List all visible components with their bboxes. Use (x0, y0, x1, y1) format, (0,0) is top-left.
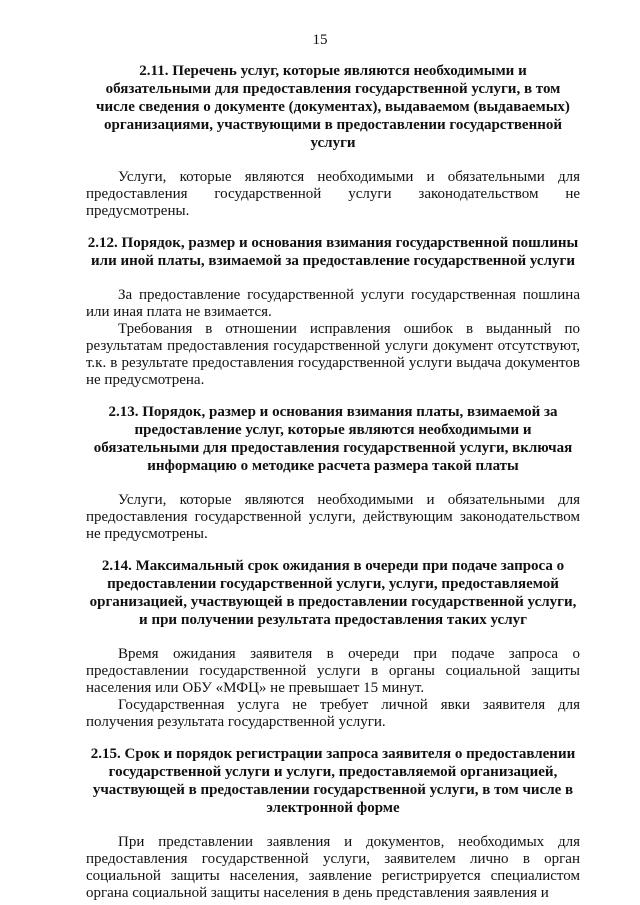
document-body (86, 62, 580, 902)
section-2-15 (86, 745, 580, 902)
section-paragraph: При представлении заявления и документов, необходимых для предоставления государственной услуги, заявителем лично в орган социальной защиты населения, заявление регистрируется специалистом органа социальной защиты населения в день представления заявления и (86, 834, 580, 901)
section-paragraph: За предоставление государственной услуги государственная пошлина или иная плата не взимается. (86, 287, 580, 320)
section-heading: 2.15. Срок и порядок регистрации запроса заявителя о предоставлении государственной услуги и услуги, предоставляемой организацией, участвующей в предоставлении государственной услуги, в том числе в электронной форме (90, 746, 576, 816)
section-paragraph: Государственная услуга не требует личной явки заявителя для получения результата государственной услуги. (86, 697, 580, 730)
section-heading: 2.13. Порядок, размер и основания взимания платы, взимаемой за предоставление услуг, которые являются необходимыми и обязательными для предоставления государственной услуги, включая информацию о методике расчета размера такой платы (93, 404, 573, 474)
section-2-13 (86, 403, 580, 543)
section-heading: 2.14. Максимальный срок ожидания в очереди при подаче запроса о предоставлении государственной услуги, услуги, предоставляемой организацией, участвующей в предоставлении государственной услуги, и при получении результата предоставления таких услуг (89, 558, 577, 628)
section-paragraph: Время ожидания заявителя в очереди при подаче запроса о предоставлении государственной услуги в органы социальной защиты населения или ОБУ «МФЦ» не превышает 15 минут. (86, 646, 580, 696)
section-heading: 2.12. Порядок, размер и основания взимания государственной пошлины или иной платы, взимаемой за предоставление государственной услуги (87, 235, 579, 269)
section-paragraph: Услуги, которые являются необходимыми и обязательными для предоставления государственной услуги законодательством не предусмотрены. (86, 169, 580, 219)
section-heading: 2.11. Перечень услуг, которые являются необходимыми и обязательными для предоставления государственной услуги, в том числе сведения о документе (документах), выдаваемом (выдаваемых) организациями, участвующими в предоставлении государственной услуги (96, 63, 570, 151)
section-2-11 (86, 62, 580, 220)
section-paragraph: Требования в отношении исправления ошибок в выданный по результатам предоставления государственной услуги документ отсутствуют, т.к. в результате предоставления государственной услуги выдача документов не предусмотрена. (86, 321, 580, 388)
section-2-14 (86, 557, 580, 731)
section-paragraph: Услуги, которые являются необходимыми и обязательными для предоставления государственной услуги, действующим законодательством не предусмотрены. (86, 492, 580, 542)
section-2-12 (86, 234, 580, 389)
page-number: 15 (312, 32, 328, 48)
